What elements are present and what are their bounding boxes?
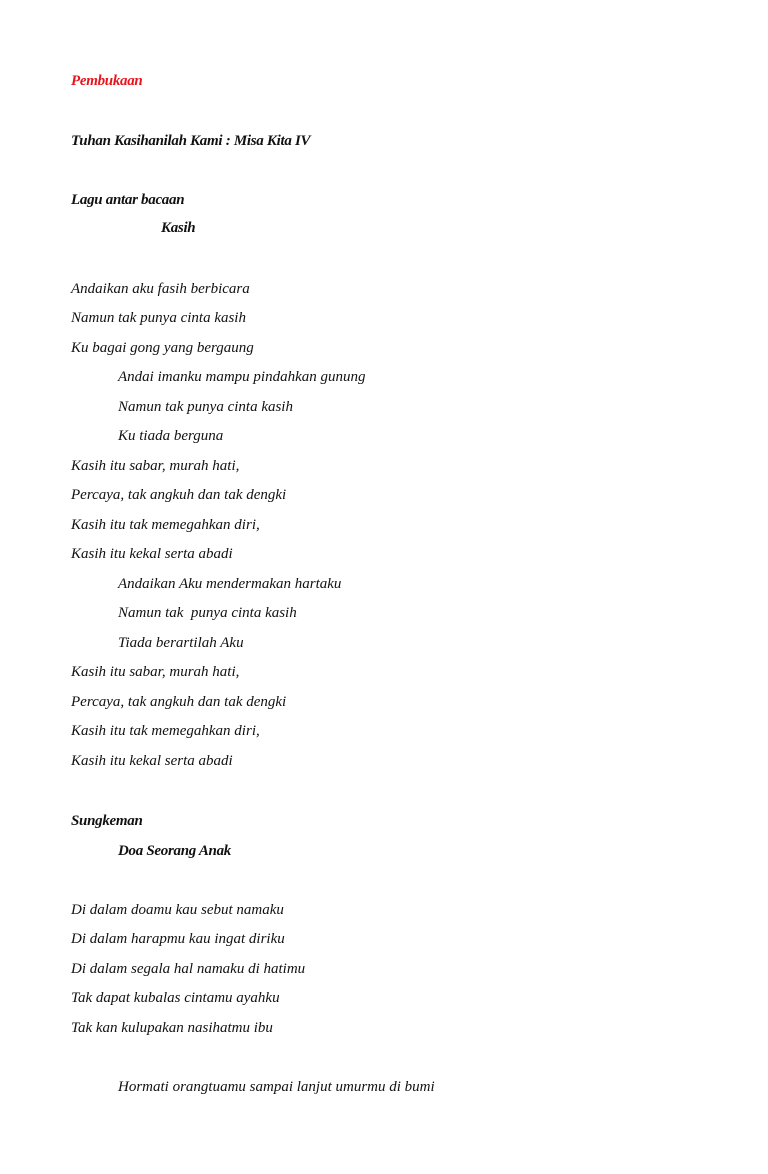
lyric-line: Kasih itu sabar, murah hati,	[71, 458, 240, 474]
song-title-doa-seorang-anak: Doa Seorang Anak	[118, 843, 232, 859]
lyric-line: Namun tak punya cinta kasih	[118, 605, 297, 621]
pembukaan-song-title: Tuhan Kasihanilah Kami : Misa Kita IV	[71, 133, 311, 149]
lyric-line: Hormati orangtuamu sampai lanjut umurmu di bumi	[118, 1079, 435, 1095]
lyric-line: Kasih itu kekal serta abadi	[71, 546, 233, 562]
section-heading-sungkeman: Sungkeman	[71, 813, 143, 829]
lyric-line: Kasih itu sabar, murah hati,	[71, 664, 240, 680]
lyric-line: Andai imanku mampu pindahkan gunung	[118, 369, 366, 385]
lyric-line: Ku tiada berguna	[118, 428, 224, 444]
song-title-kasih: Kasih	[161, 220, 196, 236]
lyric-line: Percaya, tak angkuh dan tak dengki	[71, 694, 287, 710]
lyric-line: Kasih itu kekal serta abadi	[71, 753, 233, 769]
lyric-line: Di dalam doamu kau sebut namaku	[71, 902, 284, 918]
lyric-line: Andaikan Aku mendermakan hartaku	[118, 576, 342, 592]
lyric-line: Tak dapat kubalas cintamu ayahku	[71, 990, 280, 1006]
lyric-line: Percaya, tak angkuh dan tak dengki	[71, 487, 287, 503]
lyric-line: Ku bagai gong yang bergaung	[71, 340, 254, 356]
lyric-line: Di dalam segala hal namaku di hatimu	[71, 961, 306, 977]
section-heading-pembukaan: Pembukaan	[71, 73, 143, 89]
lyric-line: Kasih itu tak memegahkan diri,	[71, 517, 260, 533]
lyric-line: Kasih itu tak memegahkan diri,	[71, 723, 260, 739]
lyric-line: Di dalam harapmu kau ingat diriku	[71, 931, 285, 947]
section-heading-lagu-antar-bacaan: Lagu antar bacaan	[71, 192, 185, 208]
lyric-line: Tak kan kulupakan nasihatmu ibu	[71, 1020, 273, 1036]
lyric-line: Tiada berartilah Aku	[118, 635, 244, 651]
lyric-line: Namun tak punya cinta kasih	[118, 399, 293, 415]
lyric-line: Namun tak punya cinta kasih	[71, 310, 246, 326]
lyric-line: Andaikan aku fasih berbicara	[71, 281, 250, 297]
